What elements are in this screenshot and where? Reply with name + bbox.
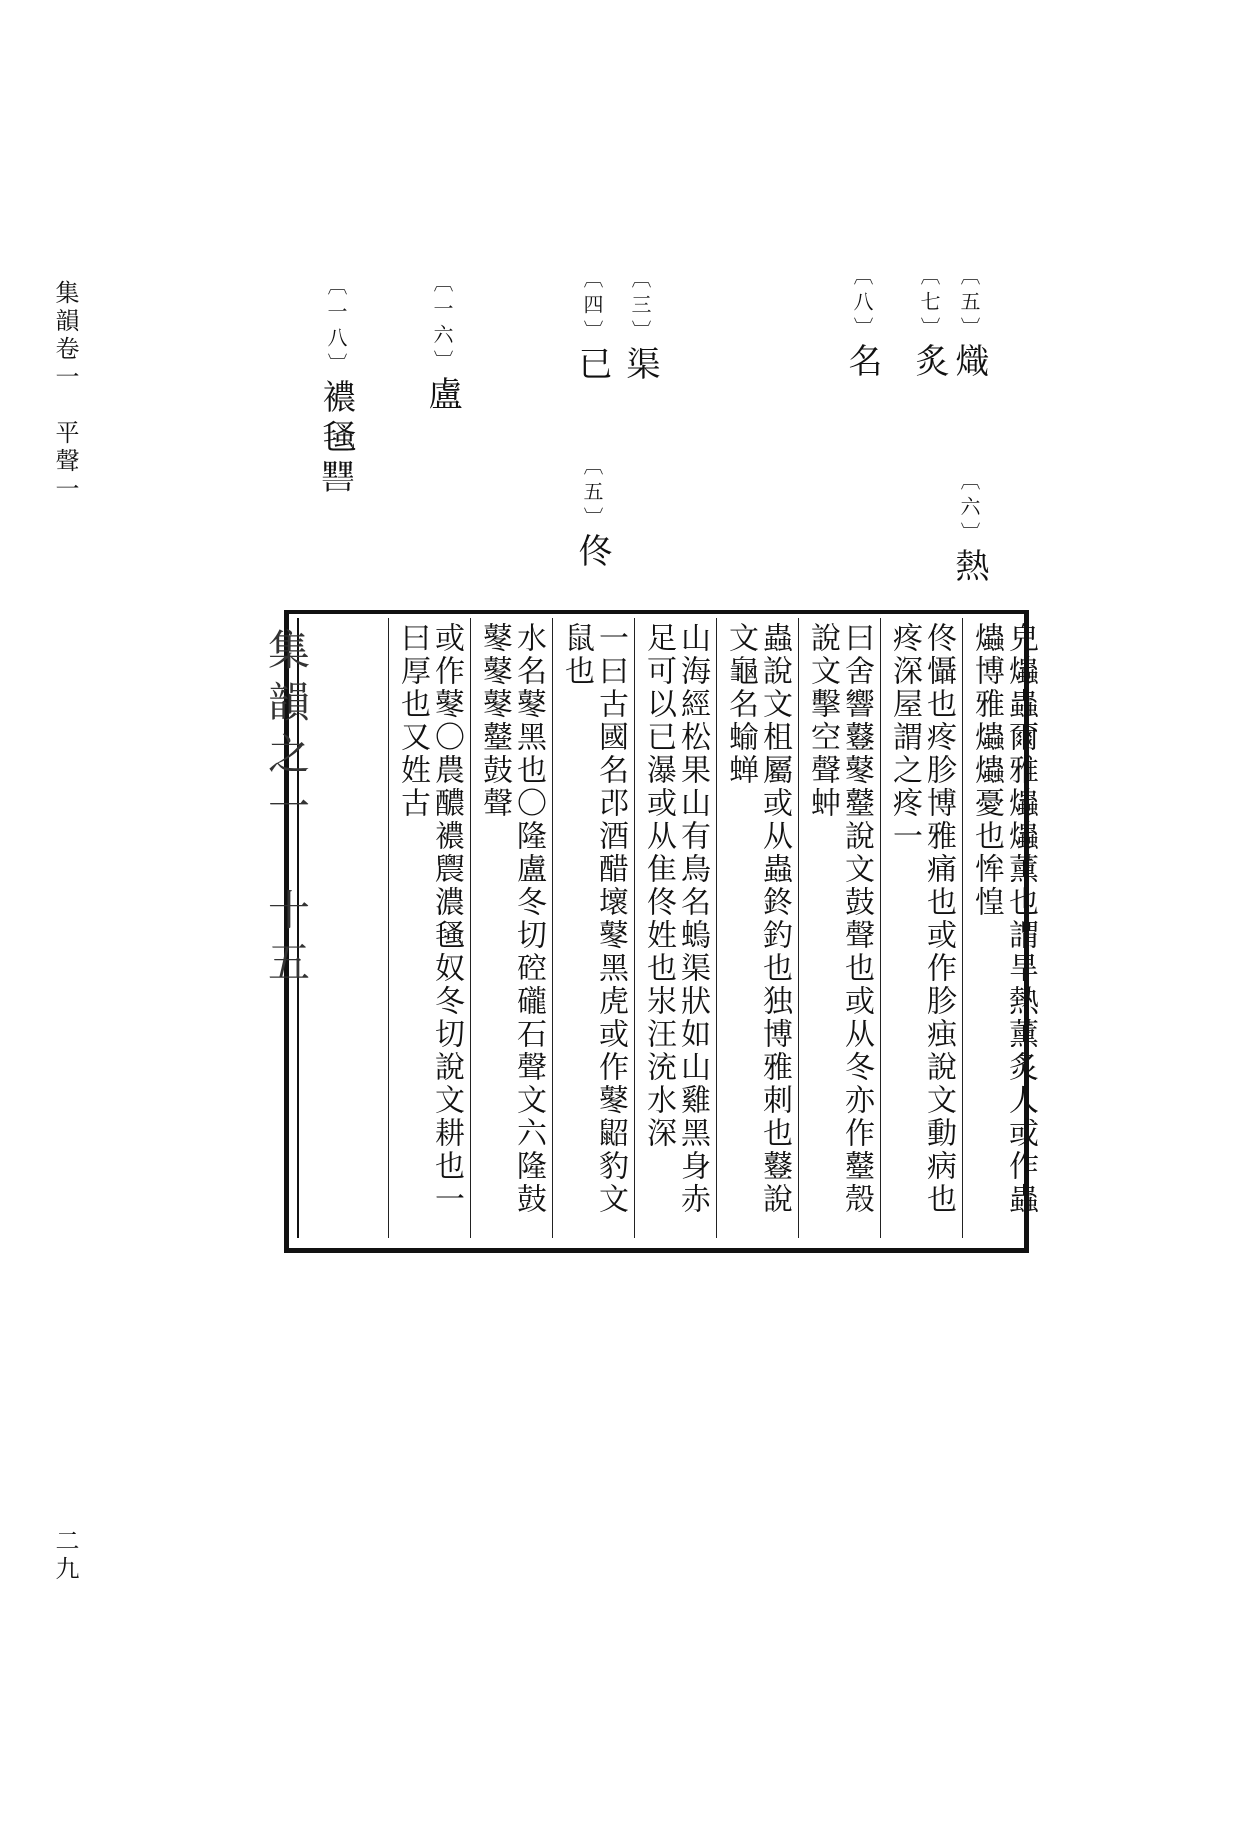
column-rule <box>962 618 963 1238</box>
text-column-2: 佟懾也疼胗博雅痛也或作胗痋說文動病也疼深屋謂之疼一 <box>887 622 956 1216</box>
column-rule <box>716 618 717 1238</box>
collation-note-18: 〔一八〕襛㲧𨤷 <box>316 275 356 499</box>
collation-note-13: 〔三〕渠 <box>620 268 660 386</box>
running-head: 集韻卷一 平聲一 <box>51 280 79 504</box>
text-column-1: 皃爞蟲爾雅爞爞薰也謂旱熱薰炙人或作蟲爞博雅爞爞憂也恈惶 <box>969 622 1038 1216</box>
collation-note-6: 〔六〕熱 <box>949 470 989 588</box>
text-column-3: 曰舍響鼟鼕鼞說文鼓聲也或从冬亦作鼞殼說文擊空聲蚛 <box>805 622 874 1216</box>
text-column-5: 山海經松果山有鳥名螐渠狀如山雞黑身赤足可以已瀑或从隹佟姓也汖汪㳘水深 <box>641 622 710 1216</box>
text-column-4: 蟲說文柤屬或从蟲鉖釣也独博雅刺也鼟說文龜名蝓蝉 <box>723 622 792 1216</box>
collation-note-15: 〔五〕佟 <box>572 455 612 573</box>
column-rule <box>470 618 471 1238</box>
collation-note-5: 〔五〕熾 <box>949 265 989 383</box>
collation-note-16: 〔一六〕盧 <box>422 272 462 416</box>
text-column-8: 或作鼕〇農醲襛䢉濃㲧奴冬切說文耕也一曰厚也又姓古 <box>395 622 464 1216</box>
block-margin-title: 集韻之一 十五 <box>262 628 311 992</box>
collation-note-14: 〔四〕已 <box>572 268 612 386</box>
column-rule <box>798 618 799 1238</box>
column-rule <box>388 618 389 1238</box>
collation-note-8: 〔八〕名 <box>842 265 882 383</box>
column-rule <box>880 618 881 1238</box>
column-rule <box>552 618 553 1238</box>
text-column-6: 一曰古國名邔酒醋壞鼕黑虎或作鼕鼦豹文鼠也 <box>559 622 628 1216</box>
collation-note-7: 〔七〕炙 <box>909 265 949 383</box>
column-rule <box>634 618 635 1238</box>
text-column-7: 水名鼕黑也〇隆盧冬切硿礲石聲文六隆鼓鼕鼕鼕鼞鼓聲 <box>477 622 546 1216</box>
page-number: 二九 <box>51 1528 79 1584</box>
